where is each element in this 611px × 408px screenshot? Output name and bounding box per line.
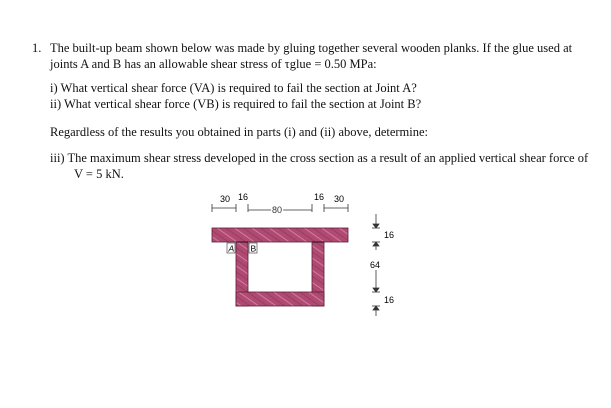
dim-top-mid: 80: [272, 205, 283, 215]
problem-stem: The built-up beam shown below was made by gluing together several wooden planks. If the glue used at joints A and B has an allowable shear stress of τglue = 0.50 MPa:: [50, 41, 573, 71]
dim-right-1: 16: [384, 230, 395, 240]
problem-number: 1.: [32, 41, 42, 55]
joint-a-label: A: [228, 243, 235, 254]
part-ii: ii) What vertical shear force (VB) is required to fail the section at Joint B?: [50, 97, 422, 111]
joint-b-label: B: [250, 243, 257, 254]
dim-right-2: 64: [370, 260, 381, 270]
regardless-text: Regardless of the results you obtained in parts (i) and (ii) above, determine:: [50, 125, 429, 139]
dim-top-left-1: 30: [220, 194, 231, 204]
dim-top-right-2: 30: [334, 194, 345, 204]
top-flange-plank: [212, 228, 348, 242]
dim-top-left-2: 16: [238, 192, 249, 202]
bottom-plank: [236, 292, 324, 306]
dim-top-right-1: 16: [314, 192, 325, 202]
dim-right-3: 16: [384, 295, 395, 305]
part-iii: iii) The maximum shear stress developed in the cross section as a result of an applied vertical shear force of V = 5 kN.: [50, 151, 589, 181]
part-i: i) What vertical shear force (VA) is required to fail the section at Joint A?: [50, 81, 417, 95]
beam-cross-section-figure: [200, 188, 430, 338]
